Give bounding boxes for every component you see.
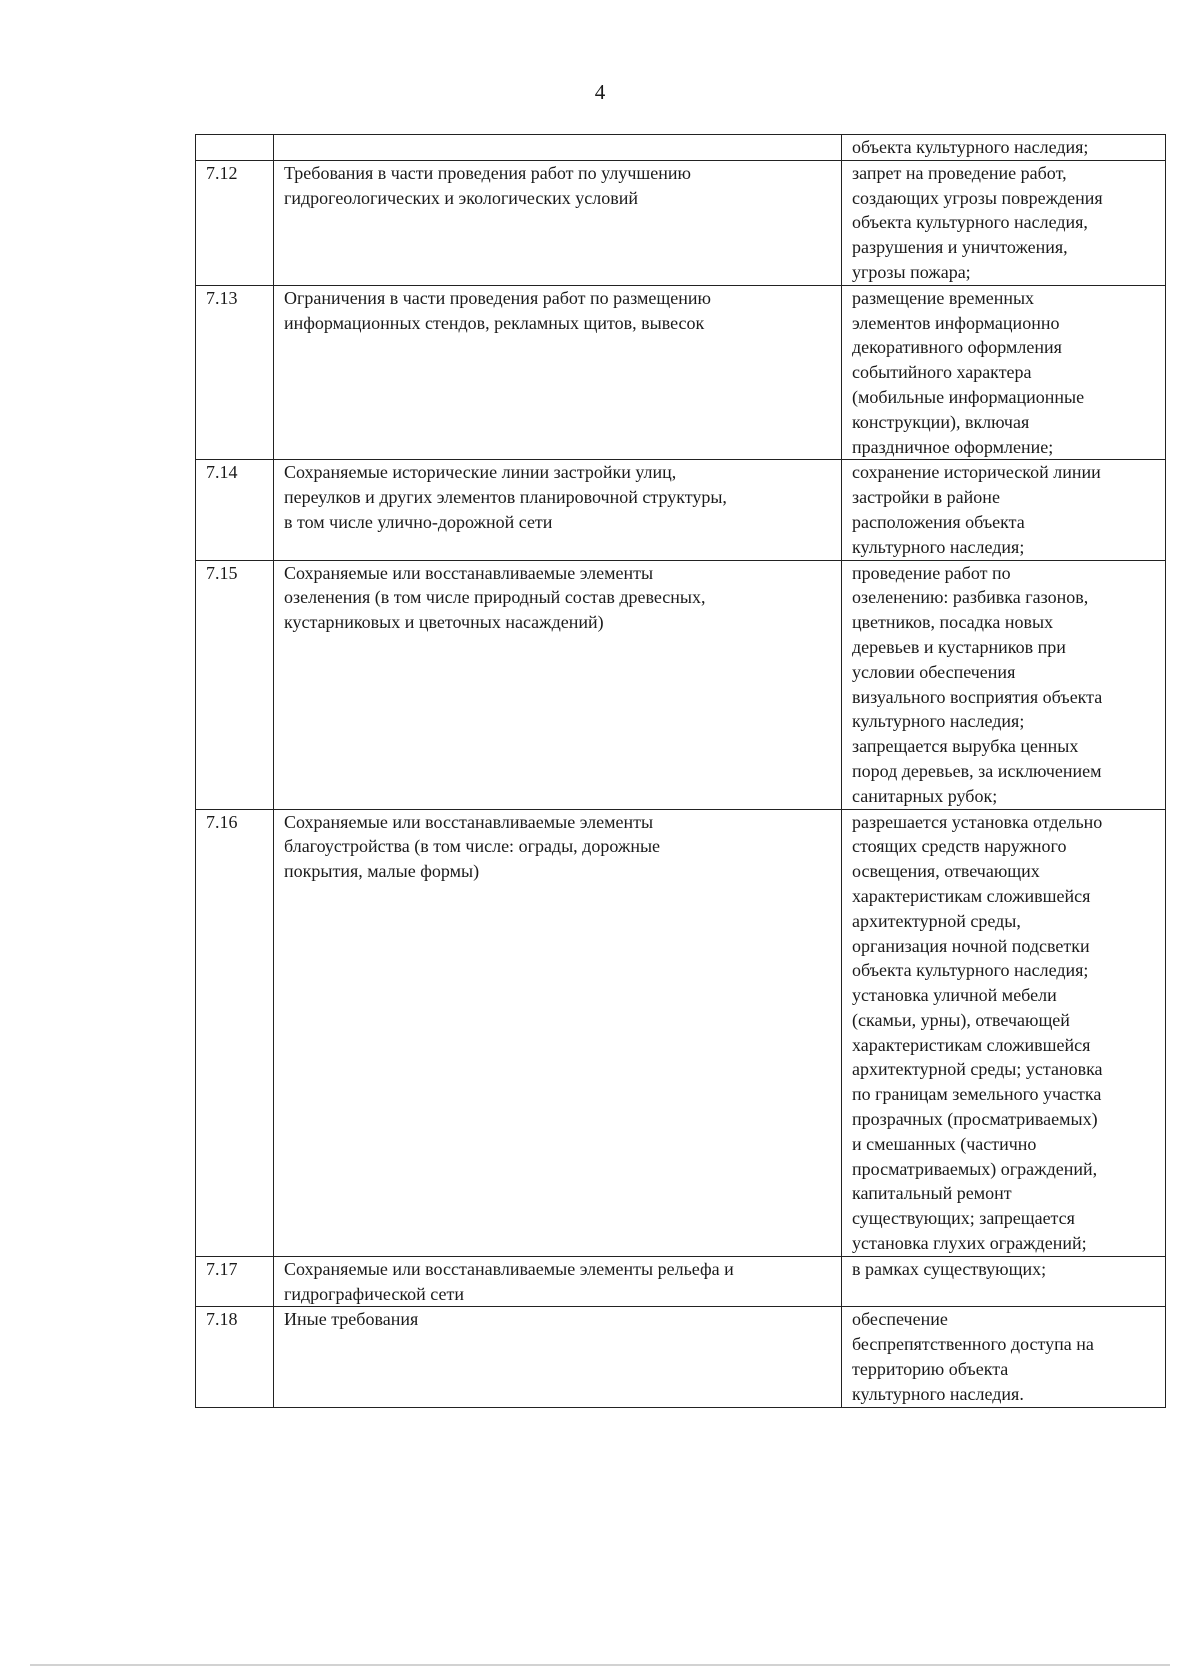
row-title: Сохраняемые или восстанавливаемые элементы рельефа и гидрографической сети xyxy=(274,1256,842,1307)
row-number: 7.12 xyxy=(196,160,274,285)
row-value: размещение временных элементов информационно декоративного оформления событийного характера (мобильные информационные конструкции), включая праздничное оформление; xyxy=(842,285,1166,460)
table-row xyxy=(196,160,1166,285)
table-row xyxy=(196,560,1166,809)
scan-bottom-edge xyxy=(30,1664,1170,1666)
row-number: 7.14 xyxy=(196,460,274,560)
row-value: запрет на проведение работ, создающих угрозы повреждения объекта культурного наследия, разрушения и уничтожения, угрозы пожара; xyxy=(842,160,1166,285)
page-number: 4 xyxy=(594,80,606,104)
row-title: Сохраняемые исторические линии застройки улиц, переулков и других элементов планировочной структуры, в том числе улично-дорожной сети xyxy=(274,460,842,560)
row-value: объекта культурного наследия; xyxy=(842,135,1166,161)
row-value: обеспечение беспрепятственного доступа на территорию объекта культурного наследия. xyxy=(842,1307,1166,1407)
row-title: Иные требования xyxy=(274,1307,842,1407)
row-number: 7.17 xyxy=(196,1256,274,1307)
table-row xyxy=(196,809,1166,1256)
row-value: сохранение исторической линии застройки в районе расположения объекта культурного наследия; xyxy=(842,460,1166,560)
row-number: 7.13 xyxy=(196,285,274,460)
row-title xyxy=(274,135,842,161)
row-number xyxy=(196,135,274,161)
row-value: проведение работ по озеленению: разбивка газонов, цветников, посадка новых деревьев и кустарников при условии обеспечения визуального восприятия объекта культурного наследия; запрещается вырубка ценных пород деревьев, за исключением санитарных рубок; xyxy=(842,560,1166,809)
row-value: в рамках существующих; xyxy=(842,1256,1166,1307)
row-number: 7.15 xyxy=(196,560,274,809)
table-row xyxy=(196,460,1166,560)
row-title: Ограничения в части проведения работ по размещению информационных стендов, рекламных щитов, вывесок xyxy=(274,285,842,460)
row-number: 7.16 xyxy=(196,809,274,1256)
row-number: 7.18 xyxy=(196,1307,274,1407)
table-row xyxy=(196,135,1166,161)
table-row xyxy=(196,1307,1166,1407)
table-row xyxy=(196,1256,1166,1307)
table-row xyxy=(196,285,1166,460)
row-title: Сохраняемые или восстанавливаемые элементы озеленения (в том числе природный состав древесных, кустарниковых и цветочных насаждений) xyxy=(274,560,842,809)
row-value: разрешается установка отдельно стоящих средств наружного освещения, отвечающих характеристикам сложившейся архитектурной среды, организация ночной подсветки объекта культурного наследия; установка уличной мебели (скамьи, урны), отвечающей характеристикам сложившейся архитектурной среды; установка по границам земельного участка прозрачных (просматриваемых) и смешанных (частично просматриваемых) ограждений, капитальный ремонт существующих; запрещается установка глухих ограждений; xyxy=(842,809,1166,1256)
requirements-table xyxy=(195,134,1166,1408)
row-title: Сохраняемые или восстанавливаемые элементы благоустройства (в том числе: ограды, дорожные покрытия, малые формы) xyxy=(274,809,842,1256)
row-title: Требования в части проведения работ по улучшению гидрогеологических и экологических условий xyxy=(274,160,842,285)
